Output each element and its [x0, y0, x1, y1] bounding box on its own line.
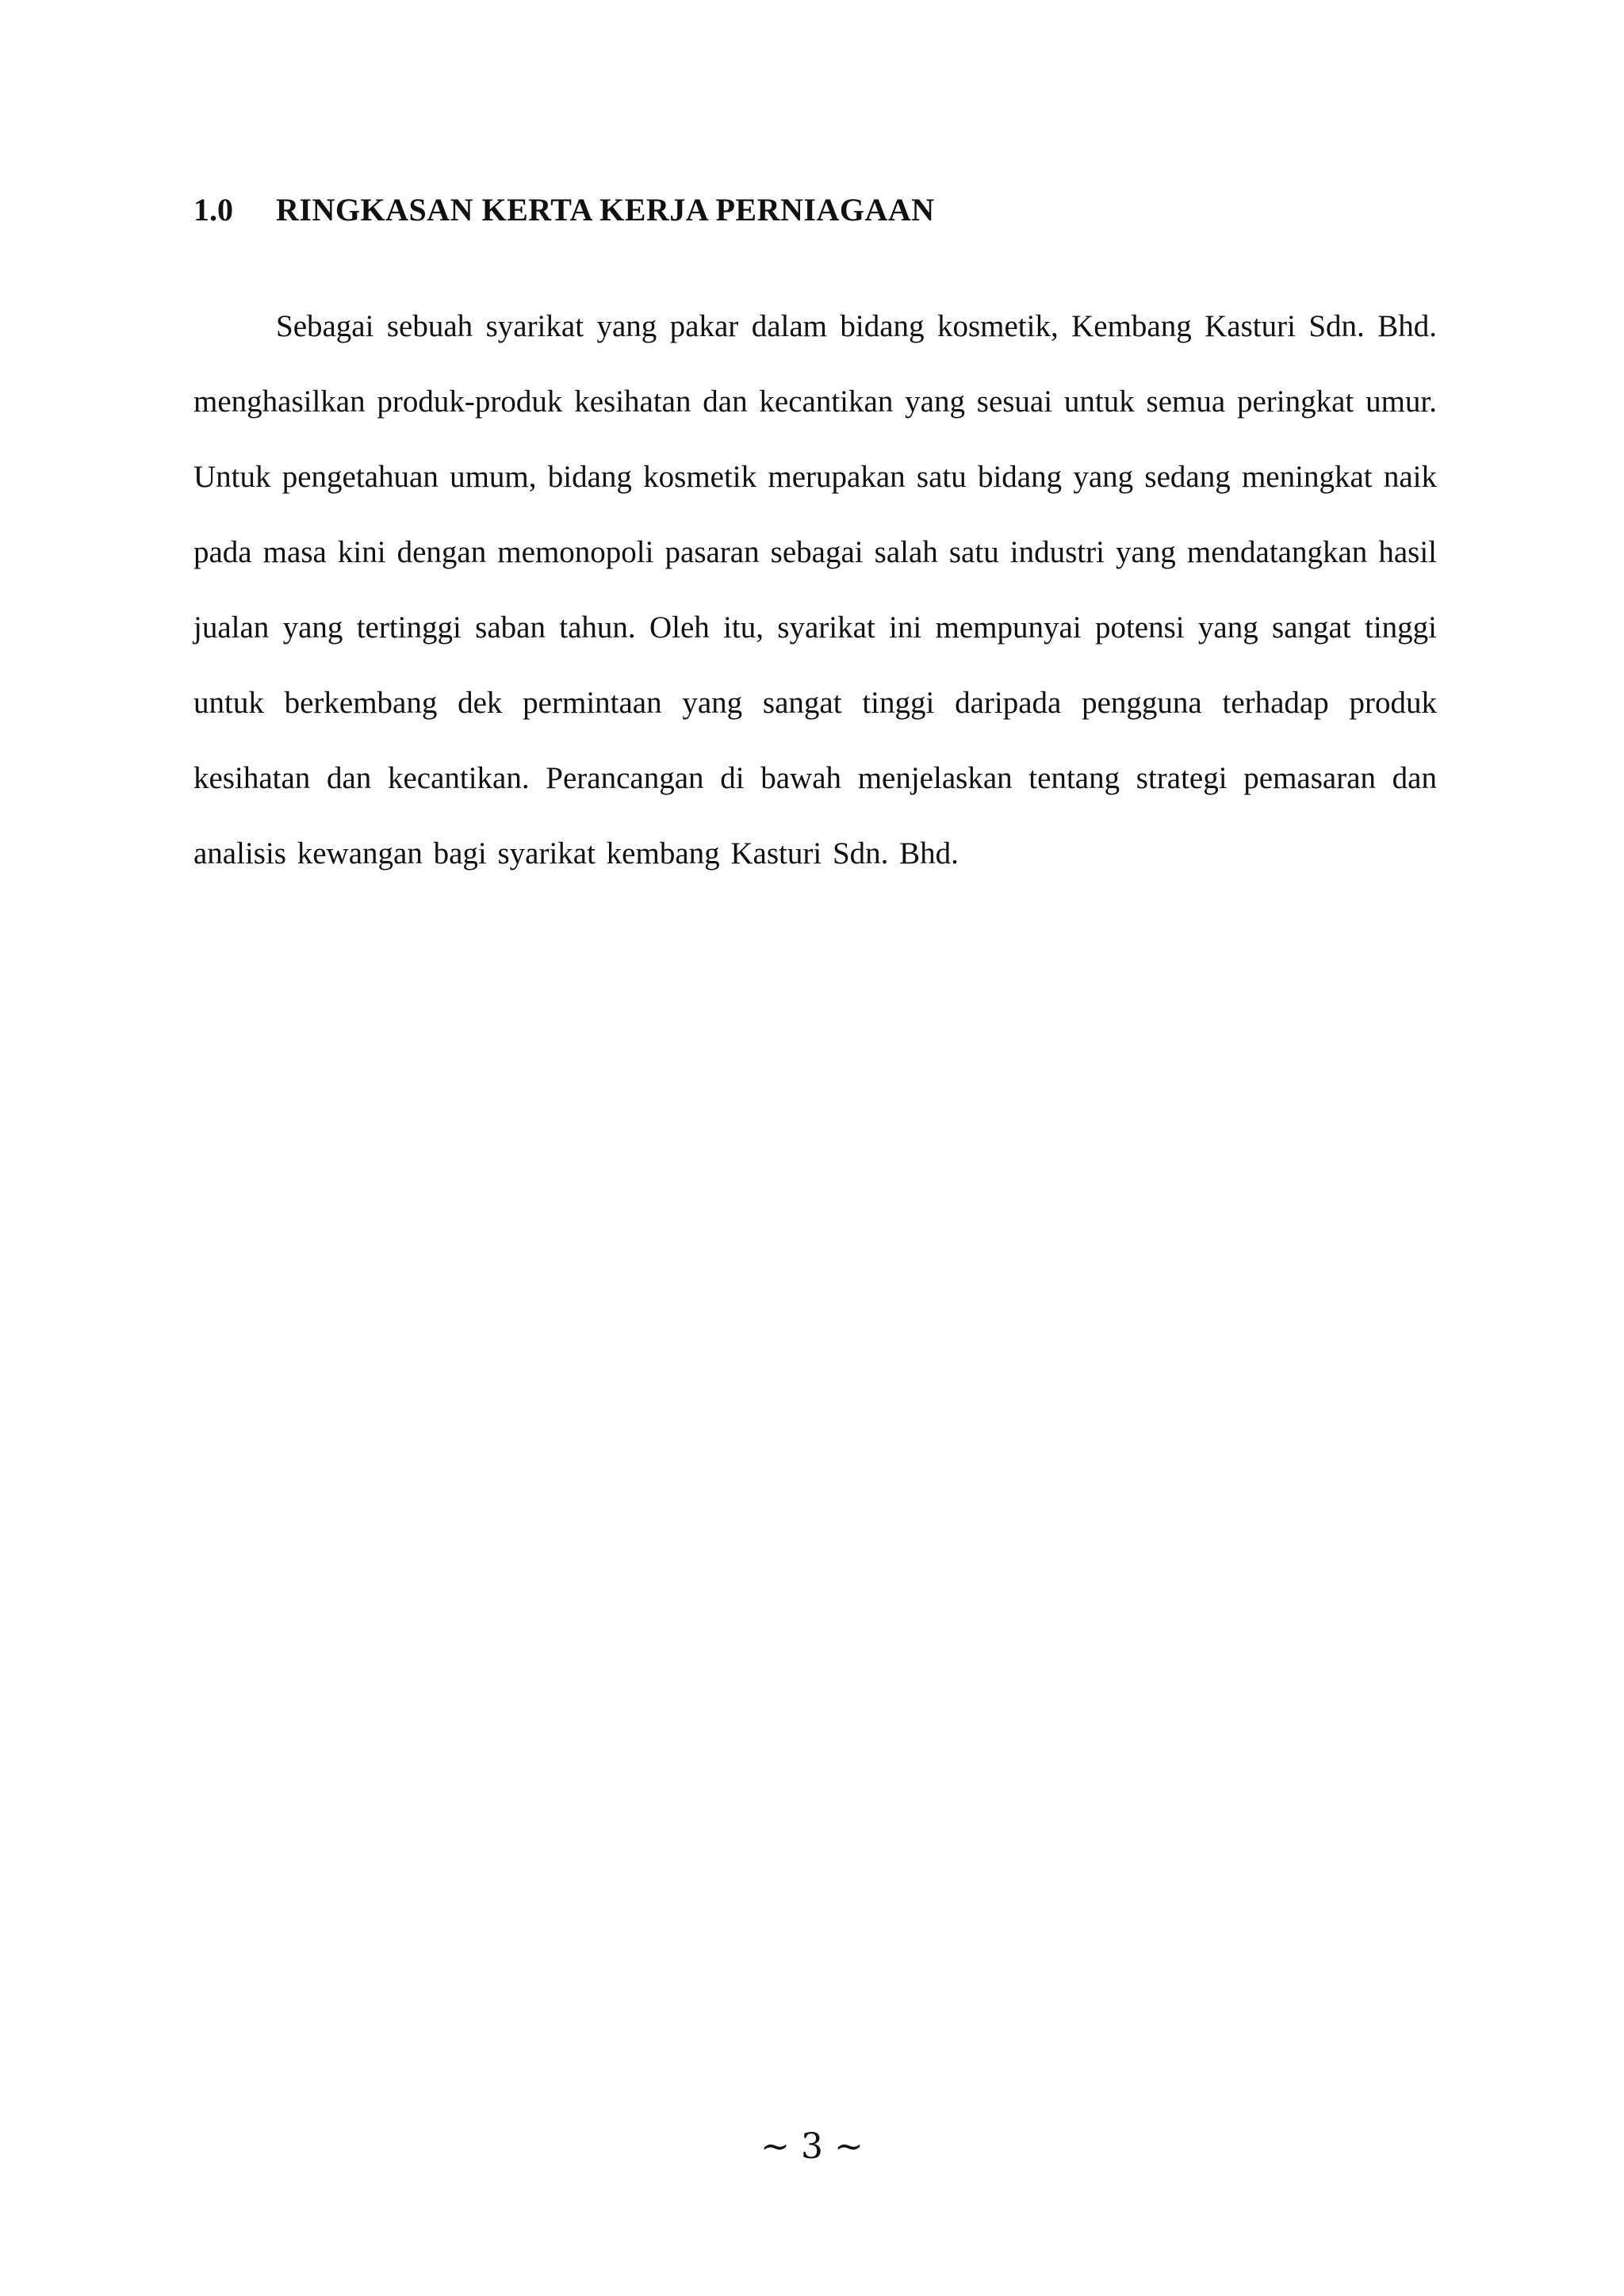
summary-paragraph: Sebagai sebuah syarikat yang pakar dalam bidang kosmetik, Kembang Kasturi Sdn. Bhd. menghasilkan produk-produk kesihatan dan kecantikan yang sesuai untuk semua peringkat umur. Untuk pengetahuan umum, bidang kosmetik merupakan satu bidang yang sedang meningkat naik pada masa kini dengan memonopoli pasaran sebagai salah satu industri yang mendatangkan hasil jualan yang tertinggi saban tahun. Oleh itu, syarikat ini mempunyai potensi yang sangat tinggi untuk berkembang dek permintaan yang sangat tinggi daripada pengguna terhadap produk kesihatan dan kecantikan. Perancangan di bawah menjelaskan tentang strategi pemasaran dan analisis kewangan bagi syarikat kembang Kasturi Sdn. Bhd. — [193, 309, 1437, 871]
page-number: ~ 3 ~ — [760, 2126, 864, 2167]
section-number: 1.0 — [193, 192, 233, 228]
section-title: RINGKASAN KERTA KERJA PERNIAGAAN — [276, 192, 935, 228]
section-heading — [193, 190, 1446, 230]
